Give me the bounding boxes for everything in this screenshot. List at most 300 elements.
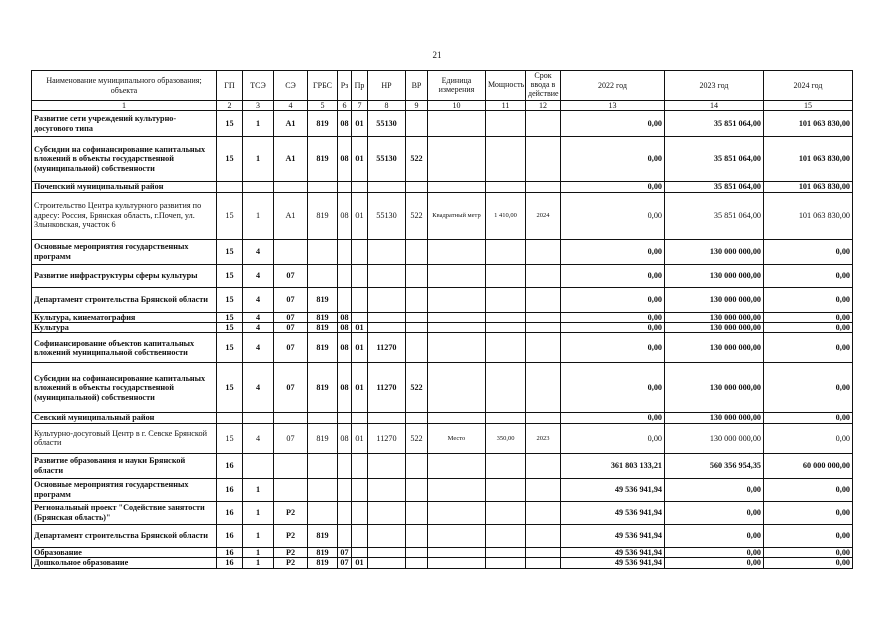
cell-grbs: 819 bbox=[308, 137, 338, 182]
cell-capacity bbox=[486, 524, 526, 547]
cell-pr bbox=[352, 478, 368, 501]
cell-amount-2022: 0,00 bbox=[561, 111, 665, 137]
cell-tse: 4 bbox=[243, 264, 274, 287]
column-number-row bbox=[32, 101, 853, 111]
cell-rz: 08 bbox=[338, 312, 352, 322]
cell-se: Р2 bbox=[274, 547, 308, 557]
cell-grbs bbox=[308, 453, 338, 478]
cell-vr: 522 bbox=[406, 363, 428, 413]
cell-amount-2022: 0,00 bbox=[561, 312, 665, 322]
header-2023: 2023 год bbox=[665, 71, 764, 101]
cell-gp: 16 bbox=[217, 558, 243, 568]
header-nr: НР bbox=[368, 71, 406, 101]
cell-se: Р2 bbox=[274, 524, 308, 547]
cell-unit: Квадратный метр bbox=[428, 192, 486, 239]
cell-nr: 55130 bbox=[368, 137, 406, 182]
header-commission-date: Срок ввода в действие bbox=[526, 71, 561, 101]
cell-vr bbox=[406, 478, 428, 501]
cell-amount-2023: 35 851 064,00 bbox=[665, 137, 764, 182]
cell-se: Р2 bbox=[274, 558, 308, 568]
cell-name: Развитие сети учреждений культурно-досугового типа bbox=[32, 111, 217, 137]
cell-nr bbox=[368, 453, 406, 478]
cell-vr bbox=[406, 264, 428, 287]
cell-se bbox=[274, 453, 308, 478]
cell-name: Развитие инфраструктуры сферы культуры bbox=[32, 264, 217, 287]
cell-vr: 522 bbox=[406, 137, 428, 182]
cell-amount-2022: 0,00 bbox=[561, 413, 665, 423]
cell-rz bbox=[338, 264, 352, 287]
cell-se: 07 bbox=[274, 363, 308, 413]
col-num: 14 bbox=[665, 101, 764, 111]
cell-amount-2022: 0,00 bbox=[561, 323, 665, 333]
cell-rz bbox=[338, 524, 352, 547]
cell-vr bbox=[406, 239, 428, 264]
cell-nr bbox=[368, 558, 406, 568]
cell-se: 07 bbox=[274, 423, 308, 453]
cell-tse: 4 bbox=[243, 239, 274, 264]
cell-commission-date bbox=[526, 547, 561, 557]
cell-gp: 16 bbox=[217, 501, 243, 524]
header-gp: ГП bbox=[217, 71, 243, 101]
cell-rz: 08 bbox=[338, 333, 352, 363]
cell-gp: 15 bbox=[217, 137, 243, 182]
cell-amount-2024: 0,00 bbox=[764, 501, 853, 524]
cell-gp: 16 bbox=[217, 478, 243, 501]
cell-rz: 08 bbox=[338, 323, 352, 333]
cell-se: А1 bbox=[274, 192, 308, 239]
cell-amount-2024: 101 063 830,00 bbox=[764, 182, 853, 192]
table-row bbox=[32, 182, 853, 192]
cell-capacity bbox=[486, 501, 526, 524]
cell-pr: 01 bbox=[352, 111, 368, 137]
cell-se: 07 bbox=[274, 287, 308, 312]
cell-name: Основные мероприятия государственных программ bbox=[32, 239, 217, 264]
cell-unit bbox=[428, 524, 486, 547]
cell-vr bbox=[406, 323, 428, 333]
cell-name: Культура, кинематография bbox=[32, 312, 217, 322]
cell-capacity bbox=[486, 333, 526, 363]
table-row bbox=[32, 478, 853, 501]
cell-nr bbox=[368, 413, 406, 423]
cell-tse: 4 bbox=[243, 287, 274, 312]
cell-se: 07 bbox=[274, 323, 308, 333]
cell-grbs: 819 bbox=[308, 323, 338, 333]
table-row bbox=[32, 501, 853, 524]
table-row bbox=[32, 137, 853, 182]
cell-rz: 08 bbox=[338, 423, 352, 453]
cell-amount-2023: 0,00 bbox=[665, 558, 764, 568]
table-row bbox=[32, 312, 853, 322]
cell-name: Образование bbox=[32, 547, 217, 557]
cell-capacity bbox=[486, 264, 526, 287]
cell-amount-2024: 0,00 bbox=[764, 239, 853, 264]
cell-capacity bbox=[486, 137, 526, 182]
cell-nr bbox=[368, 182, 406, 192]
col-num: 15 bbox=[764, 101, 853, 111]
cell-commission-date bbox=[526, 413, 561, 423]
cell-amount-2024: 0,00 bbox=[764, 478, 853, 501]
cell-unit bbox=[428, 453, 486, 478]
cell-amount-2024: 0,00 bbox=[764, 312, 853, 322]
cell-unit bbox=[428, 478, 486, 501]
cell-grbs bbox=[308, 182, 338, 192]
table-row bbox=[32, 524, 853, 547]
cell-nr bbox=[368, 264, 406, 287]
cell-pr bbox=[352, 182, 368, 192]
cell-name: Департамент строительства Брянской области bbox=[32, 287, 217, 312]
col-num: 12 bbox=[526, 101, 561, 111]
cell-rz bbox=[338, 239, 352, 264]
cell-grbs: 819 bbox=[308, 333, 338, 363]
cell-unit bbox=[428, 137, 486, 182]
cell-amount-2024: 101 063 830,00 bbox=[764, 111, 853, 137]
cell-rz: 08 bbox=[338, 363, 352, 413]
header-unit: Единица измерения bbox=[428, 71, 486, 101]
cell-tse bbox=[243, 182, 274, 192]
cell-pr: 01 bbox=[352, 137, 368, 182]
cell-capacity bbox=[486, 287, 526, 312]
cell-grbs: 819 bbox=[308, 547, 338, 557]
col-num: 4 bbox=[274, 101, 308, 111]
cell-name: Почепский муниципальный район bbox=[32, 182, 217, 192]
cell-name: Субсидии на софинансирование капитальных вложений в объекты государственной (муниципальной) собственности bbox=[32, 137, 217, 182]
cell-tse: 1 bbox=[243, 547, 274, 557]
cell-amount-2022: 0,00 bbox=[561, 137, 665, 182]
cell-amount-2023: 130 000 000,00 bbox=[665, 413, 764, 423]
cell-tse bbox=[243, 413, 274, 423]
table-row bbox=[32, 239, 853, 264]
cell-nr bbox=[368, 323, 406, 333]
cell-rz bbox=[338, 287, 352, 312]
cell-nr bbox=[368, 478, 406, 501]
cell-rz bbox=[338, 501, 352, 524]
cell-pr bbox=[352, 413, 368, 423]
cell-amount-2024: 0,00 bbox=[764, 558, 853, 568]
cell-capacity bbox=[486, 312, 526, 322]
cell-amount-2023: 130 000 000,00 bbox=[665, 287, 764, 312]
table-row bbox=[32, 111, 853, 137]
cell-commission-date bbox=[526, 111, 561, 137]
table-body bbox=[32, 111, 853, 569]
cell-se: 07 bbox=[274, 312, 308, 322]
cell-amount-2023: 130 000 000,00 bbox=[665, 423, 764, 453]
cell-tse: 1 bbox=[243, 558, 274, 568]
cell-amount-2022: 0,00 bbox=[561, 239, 665, 264]
cell-commission-date bbox=[526, 333, 561, 363]
cell-amount-2024: 0,00 bbox=[764, 264, 853, 287]
cell-pr bbox=[352, 501, 368, 524]
cell-capacity bbox=[486, 182, 526, 192]
cell-grbs bbox=[308, 239, 338, 264]
cell-gp: 15 bbox=[217, 423, 243, 453]
table-row bbox=[32, 413, 853, 423]
cell-se bbox=[274, 413, 308, 423]
header-name: Наименование муниципального образования; объекта bbox=[32, 71, 217, 101]
cell-tse: 4 bbox=[243, 423, 274, 453]
cell-nr: 55130 bbox=[368, 111, 406, 137]
cell-nr bbox=[368, 501, 406, 524]
table-row bbox=[32, 558, 853, 568]
cell-amount-2024: 0,00 bbox=[764, 363, 853, 413]
header-2022: 2022 год bbox=[561, 71, 665, 101]
cell-unit bbox=[428, 323, 486, 333]
cell-grbs: 819 bbox=[308, 558, 338, 568]
cell-capacity bbox=[486, 558, 526, 568]
cell-name: Дошкольное образование bbox=[32, 558, 217, 568]
cell-capacity bbox=[486, 363, 526, 413]
table-row bbox=[32, 192, 853, 239]
header-2024: 2024 год bbox=[764, 71, 853, 101]
cell-pr bbox=[352, 547, 368, 557]
cell-gp: 15 bbox=[217, 111, 243, 137]
cell-gp: 15 bbox=[217, 192, 243, 239]
cell-vr bbox=[406, 453, 428, 478]
cell-unit bbox=[428, 264, 486, 287]
cell-vr: 522 bbox=[406, 423, 428, 453]
cell-vr bbox=[406, 333, 428, 363]
cell-gp: 15 bbox=[217, 333, 243, 363]
cell-unit bbox=[428, 363, 486, 413]
cell-nr: 11270 bbox=[368, 423, 406, 453]
cell-commission-date: 2024 bbox=[526, 192, 561, 239]
cell-gp: 16 bbox=[217, 453, 243, 478]
header-grbs: ГРБС bbox=[308, 71, 338, 101]
cell-se: 07 bbox=[274, 264, 308, 287]
cell-pr bbox=[352, 264, 368, 287]
cell-amount-2024: 0,00 bbox=[764, 333, 853, 363]
cell-amount-2023: 0,00 bbox=[665, 501, 764, 524]
cell-tse: 1 bbox=[243, 137, 274, 182]
cell-amount-2022: 0,00 bbox=[561, 333, 665, 363]
cell-vr bbox=[406, 558, 428, 568]
cell-se bbox=[274, 182, 308, 192]
cell-amount-2022: 49 536 941,94 bbox=[561, 501, 665, 524]
cell-nr: 11270 bbox=[368, 363, 406, 413]
cell-commission-date bbox=[526, 501, 561, 524]
cell-pr bbox=[352, 312, 368, 322]
cell-tse: 1 bbox=[243, 478, 274, 501]
cell-amount-2022: 49 536 941,94 bbox=[561, 478, 665, 501]
cell-tse: 1 bbox=[243, 192, 274, 239]
cell-amount-2024: 0,00 bbox=[764, 287, 853, 312]
cell-rz bbox=[338, 453, 352, 478]
cell-tse: 4 bbox=[243, 333, 274, 363]
col-num: 2 bbox=[217, 101, 243, 111]
cell-amount-2022: 361 803 133,21 bbox=[561, 453, 665, 478]
cell-grbs bbox=[308, 478, 338, 501]
cell-se: А1 bbox=[274, 137, 308, 182]
cell-commission-date bbox=[526, 287, 561, 312]
cell-amount-2023: 560 356 954,35 bbox=[665, 453, 764, 478]
cell-name: Развитие образования и науки Брянской области bbox=[32, 453, 217, 478]
cell-nr bbox=[368, 524, 406, 547]
cell-unit bbox=[428, 287, 486, 312]
cell-amount-2022: 0,00 bbox=[561, 264, 665, 287]
cell-gp: 16 bbox=[217, 547, 243, 557]
cell-amount-2022: 0,00 bbox=[561, 423, 665, 453]
col-num: 6 bbox=[338, 101, 352, 111]
cell-tse: 1 bbox=[243, 524, 274, 547]
cell-gp: 15 bbox=[217, 363, 243, 413]
col-num: 8 bbox=[368, 101, 406, 111]
cell-gp: 15 bbox=[217, 264, 243, 287]
cell-name: Севский муниципальный район bbox=[32, 413, 217, 423]
cell-amount-2023: 35 851 064,00 bbox=[665, 182, 764, 192]
cell-vr bbox=[406, 501, 428, 524]
cell-unit bbox=[428, 547, 486, 557]
cell-vr: 522 bbox=[406, 192, 428, 239]
cell-commission-date bbox=[526, 182, 561, 192]
col-num: 11 bbox=[486, 101, 526, 111]
cell-gp: 16 bbox=[217, 524, 243, 547]
cell-amount-2024: 0,00 bbox=[764, 423, 853, 453]
cell-nr: 55130 bbox=[368, 192, 406, 239]
table-row bbox=[32, 323, 853, 333]
cell-amount-2023: 130 000 000,00 bbox=[665, 264, 764, 287]
cell-commission-date bbox=[526, 524, 561, 547]
header-tse: ТСЭ bbox=[243, 71, 274, 101]
cell-grbs: 819 bbox=[308, 111, 338, 137]
cell-name: Основные мероприятия государственных программ bbox=[32, 478, 217, 501]
cell-amount-2022: 0,00 bbox=[561, 287, 665, 312]
cell-vr bbox=[406, 413, 428, 423]
cell-capacity bbox=[486, 323, 526, 333]
table-row bbox=[32, 547, 853, 557]
cell-capacity bbox=[486, 111, 526, 137]
cell-tse: 1 bbox=[243, 111, 274, 137]
col-num: 1 bbox=[32, 101, 217, 111]
header-pr: Пр bbox=[352, 71, 368, 101]
cell-amount-2023: 0,00 bbox=[665, 547, 764, 557]
cell-unit bbox=[428, 111, 486, 137]
cell-vr bbox=[406, 524, 428, 547]
cell-amount-2024: 0,00 bbox=[764, 323, 853, 333]
cell-grbs: 819 bbox=[308, 423, 338, 453]
cell-commission-date bbox=[526, 323, 561, 333]
cell-amount-2024: 0,00 bbox=[764, 524, 853, 547]
cell-name: Региональный проект "Содействие занятости (Брянская область)" bbox=[32, 501, 217, 524]
header-capacity: Мощность bbox=[486, 71, 526, 101]
cell-name: Культура bbox=[32, 323, 217, 333]
table-row bbox=[32, 453, 853, 478]
cell-nr: 11270 bbox=[368, 333, 406, 363]
cell-capacity bbox=[486, 453, 526, 478]
cell-commission-date bbox=[526, 453, 561, 478]
cell-rz: 08 bbox=[338, 192, 352, 239]
cell-rz: 07 bbox=[338, 558, 352, 568]
cell-se: Р2 bbox=[274, 501, 308, 524]
cell-unit bbox=[428, 239, 486, 264]
cell-grbs: 819 bbox=[308, 363, 338, 413]
table-row bbox=[32, 333, 853, 363]
cell-capacity: 350,00 bbox=[486, 423, 526, 453]
cell-gp bbox=[217, 413, 243, 423]
cell-grbs bbox=[308, 413, 338, 423]
cell-capacity: 1 410,00 bbox=[486, 192, 526, 239]
cell-vr bbox=[406, 111, 428, 137]
cell-grbs: 819 bbox=[308, 312, 338, 322]
cell-capacity bbox=[486, 478, 526, 501]
cell-unit bbox=[428, 333, 486, 363]
cell-vr bbox=[406, 182, 428, 192]
header-vr: ВР bbox=[406, 71, 428, 101]
cell-capacity bbox=[486, 413, 526, 423]
cell-amount-2023: 130 000 000,00 bbox=[665, 333, 764, 363]
cell-amount-2023: 130 000 000,00 bbox=[665, 363, 764, 413]
funding-table bbox=[31, 70, 853, 569]
cell-commission-date bbox=[526, 558, 561, 568]
cell-pr: 01 bbox=[352, 323, 368, 333]
cell-unit bbox=[428, 413, 486, 423]
col-num: 10 bbox=[428, 101, 486, 111]
cell-gp bbox=[217, 182, 243, 192]
cell-rz: 08 bbox=[338, 137, 352, 182]
cell-commission-date bbox=[526, 239, 561, 264]
cell-gp: 15 bbox=[217, 287, 243, 312]
cell-se: 07 bbox=[274, 333, 308, 363]
header-rz: Рз bbox=[338, 71, 352, 101]
cell-rz bbox=[338, 478, 352, 501]
cell-unit: Место bbox=[428, 423, 486, 453]
cell-se bbox=[274, 239, 308, 264]
cell-amount-2023: 130 000 000,00 bbox=[665, 312, 764, 322]
col-num: 3 bbox=[243, 101, 274, 111]
cell-capacity bbox=[486, 239, 526, 264]
cell-nr bbox=[368, 547, 406, 557]
page-number: 21 bbox=[432, 50, 442, 60]
cell-gp: 15 bbox=[217, 239, 243, 264]
cell-nr bbox=[368, 287, 406, 312]
cell-name: Субсидии на софинансирование капитальных вложений в объекты государственной (муниципальной) собственности bbox=[32, 363, 217, 413]
cell-commission-date bbox=[526, 312, 561, 322]
cell-amount-2023: 0,00 bbox=[665, 524, 764, 547]
cell-nr bbox=[368, 239, 406, 264]
cell-pr bbox=[352, 524, 368, 547]
cell-tse: 4 bbox=[243, 323, 274, 333]
cell-amount-2024: 0,00 bbox=[764, 547, 853, 557]
cell-pr bbox=[352, 453, 368, 478]
cell-capacity bbox=[486, 547, 526, 557]
cell-amount-2023: 130 000 000,00 bbox=[665, 323, 764, 333]
cell-unit bbox=[428, 501, 486, 524]
col-num: 5 bbox=[308, 101, 338, 111]
cell-rz: 08 bbox=[338, 111, 352, 137]
cell-pr: 01 bbox=[352, 363, 368, 413]
cell-name: Софинансирование объектов капитальных вложений муниципальной собственности bbox=[32, 333, 217, 363]
cell-grbs bbox=[308, 264, 338, 287]
cell-commission-date bbox=[526, 363, 561, 413]
cell-tse: 1 bbox=[243, 501, 274, 524]
cell-amount-2022: 0,00 bbox=[561, 192, 665, 239]
cell-amount-2024: 101 063 830,00 bbox=[764, 137, 853, 182]
table-row bbox=[32, 423, 853, 453]
cell-amount-2023: 130 000 000,00 bbox=[665, 239, 764, 264]
cell-amount-2022: 0,00 bbox=[561, 182, 665, 192]
cell-unit bbox=[428, 182, 486, 192]
cell-pr: 01 bbox=[352, 423, 368, 453]
cell-grbs: 819 bbox=[308, 192, 338, 239]
cell-amount-2022: 0,00 bbox=[561, 363, 665, 413]
cell-nr bbox=[368, 312, 406, 322]
cell-tse: 4 bbox=[243, 363, 274, 413]
cell-vr bbox=[406, 547, 428, 557]
col-num: 7 bbox=[352, 101, 368, 111]
cell-amount-2023: 35 851 064,00 bbox=[665, 111, 764, 137]
cell-amount-2023: 0,00 bbox=[665, 478, 764, 501]
header-se: СЭ bbox=[274, 71, 308, 101]
cell-commission-date: 2023 bbox=[526, 423, 561, 453]
cell-rz bbox=[338, 182, 352, 192]
